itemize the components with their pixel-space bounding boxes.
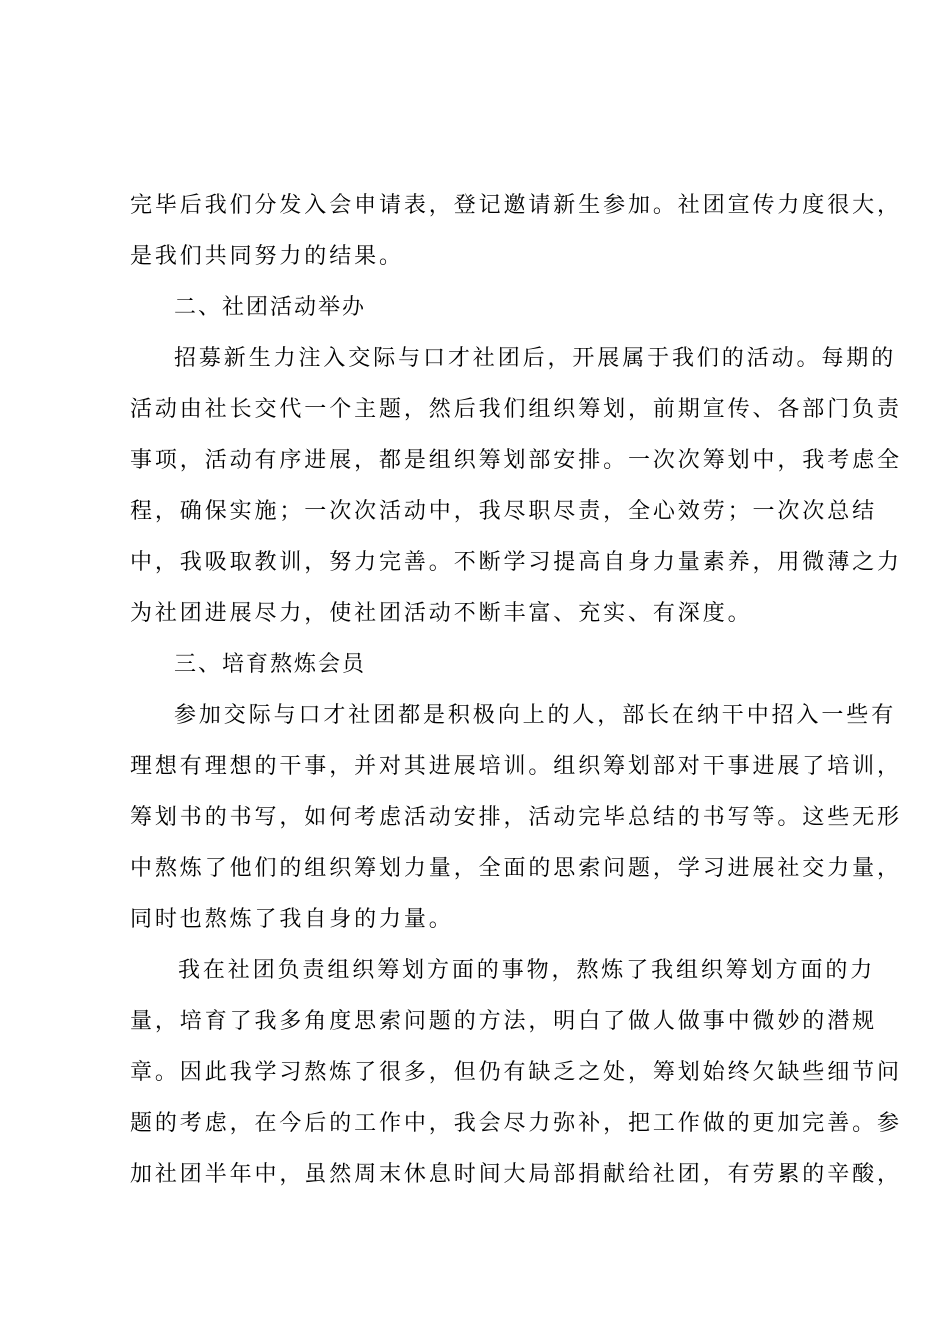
paragraph-line: 完毕后我们分发入会申请表，登记邀请新生参加。社团宣传力度很大， (130, 193, 902, 218)
paragraph-line: 我在社团负责组织筹划方面的事物，熬炼了我组织筹划方面的力 (178, 958, 876, 983)
paragraph-line: 加社团半年中，虽然周末休息时间大局部捐献给社团，有劳累的辛酸， (130, 1162, 902, 1187)
paragraph-line: 题的考虑，在今后的工作中，我会尽力弥补，把工作做的更加完善。参 (130, 1111, 902, 1136)
paragraph-line: 程，确保实施；一次次活动中，我尽职尽责，全心效劳；一次次总结 (130, 499, 878, 524)
paragraph-line: 筹划书的书写，如何考虑活动安排，活动完毕总结的书写等。这些无形 (130, 805, 902, 830)
paragraph-line: 量，培育了我多角度思索问题的方法，明白了做人做事中微妙的潜规 (130, 1009, 878, 1034)
section-heading: 二、社团活动举办 (174, 295, 367, 320)
paragraph-line: 事项，活动有序进展，都是组织筹划部安排。一次次筹划中，我考虑全 (130, 448, 902, 473)
paragraph-line: 中熬炼了他们的组织筹划力量，全面的思索问题，学习进展社交力量， (130, 856, 902, 881)
paragraph-line: 中，我吸取教训，努力完善。不断学习提高自身力量素养，用微薄之力 (130, 550, 902, 575)
paragraph-line: 为社团进展尽力，使社团活动不断丰富、充实、有深度。 (130, 601, 753, 626)
paragraph-line: 同时也熬炼了我自身的力量。 (130, 907, 454, 932)
paragraph-line: 是我们共同努力的结果。 (130, 244, 404, 269)
paragraph-line: 活动由社长交代一个主题，然后我们组织筹划，前期宣传、各部门负责 (130, 397, 902, 422)
paragraph-line: 参加交际与口才社团都是积极向上的人，部长在纳干中招入一些有 (174, 703, 897, 728)
paragraph-line: 章。因此我学习熬炼了很多，但仍有缺乏之处，筹划始终欠缺些细节问 (130, 1060, 902, 1085)
paragraph-line: 理想有理想的干事，并对其进展培训。组织筹划部对干事进展了培训， (130, 754, 902, 779)
paragraph-line: 招募新生力注入交际与口才社团后，开展属于我们的活动。每期的 (174, 346, 897, 371)
section-heading: 三、培育熬炼会员 (174, 652, 367, 677)
